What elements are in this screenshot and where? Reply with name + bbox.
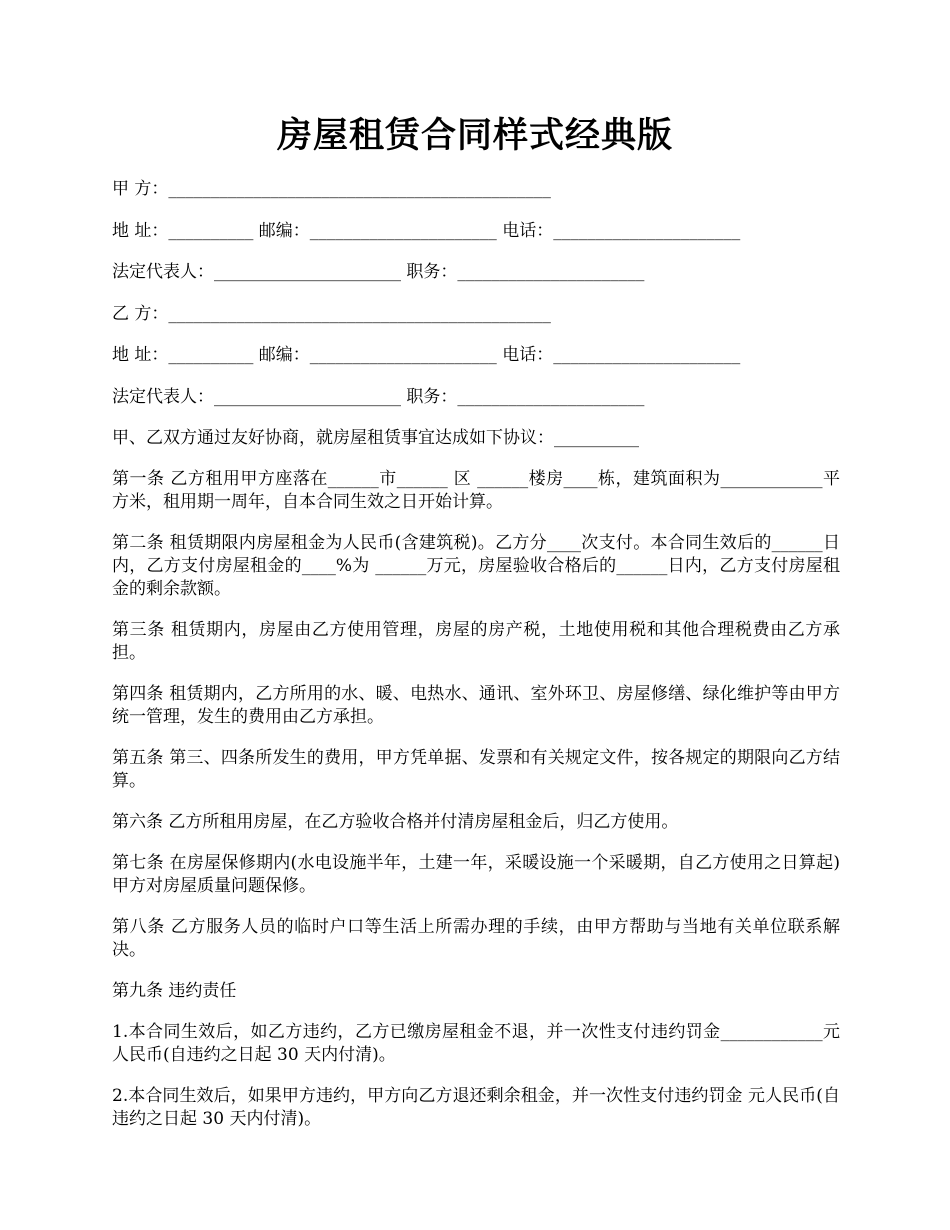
article-1: 第一条 乙方租用甲方座落在______市______ 区 ______楼房____栋，建筑面积为____________平方米，租用期一周年，自本合同生效之日开始计算。 xyxy=(112,469,840,512)
document-body xyxy=(112,178,840,1149)
article-3: 第三条 租赁期内，房屋由乙方使用管理，房屋的房产税，土地使用税和其他合理税费由乙方承担。 xyxy=(112,620,840,663)
breach-clause-2: 2.本合同生效后，如果甲方违约，甲方向乙方退还剩余租金，并一次性支付违约罚金 元人民币(自违约之日起 30 天内付清)。 xyxy=(112,1086,840,1129)
article-2: 第二条 租赁期限内房屋租金为人民币(含建筑税)。乙方分____次支付。本合同生效后的______日内，乙方支付房屋租金的____%为 ______万元，房屋验收合格后的______日内，乙方支付房屋租金的剩余款额。 xyxy=(112,533,840,599)
article-8: 第八条 乙方服务人员的临时户口等生活上所需办理的手续，由甲方帮助与当地有关单位联系解决。 xyxy=(112,917,840,960)
article-4: 第四条 租赁期内，乙方所用的水、暖、电热水、通讯、室外环卫、房屋修缮、绿化维护等由甲方统一管理，发生的费用由乙方承担。 xyxy=(112,684,840,727)
party-a-representative-line: 法定代表人：______________________ 职务：______________________ xyxy=(112,262,645,282)
article-6: 第六条 乙方所租用房屋，在乙方验收合格并付清房屋租金后，归乙方使用。 xyxy=(112,812,679,832)
party-b-name-line: 乙 方：_____________________________________________ xyxy=(112,303,551,324)
breach-clause-1: 1.本合同生效后，如乙方违约，乙方已缴房屋租金不退，并一次性支付违约罚金____________元人民币(自违约之日起 30 天内付清)。 xyxy=(112,1022,840,1065)
article-5: 第五条 第三、四条所发生的费用，甲方凭单据、发票和有关规定文件，按各规定的期限向乙方结算。 xyxy=(112,748,840,791)
article-7: 第七条 在房屋保修期内(水电设施半年，土建一年，采暖设施一个采暖期，自乙方使用之日算起)甲方对房屋质量问题保修。 xyxy=(112,853,840,896)
party-b-address-line: 地 址：__________ 邮编：______________________ 电话：______________________ xyxy=(112,345,741,365)
party-a-address-line: 地 址：__________ 邮编：______________________ 电话：______________________ xyxy=(112,220,741,241)
party-b-representative-line: 法定代表人：______________________ 职务：______________________ xyxy=(112,386,645,407)
article-9-heading: 第九条 违约责任 xyxy=(112,981,237,1001)
party-a-name-line: 甲 方：_____________________________________________ xyxy=(112,179,551,199)
document-title: 房屋租赁合同样式经典版 xyxy=(276,115,673,156)
agreement-intro: 甲、乙双方通过友好协商，就房屋租赁事宜达成如下协议：__________ xyxy=(112,428,639,448)
